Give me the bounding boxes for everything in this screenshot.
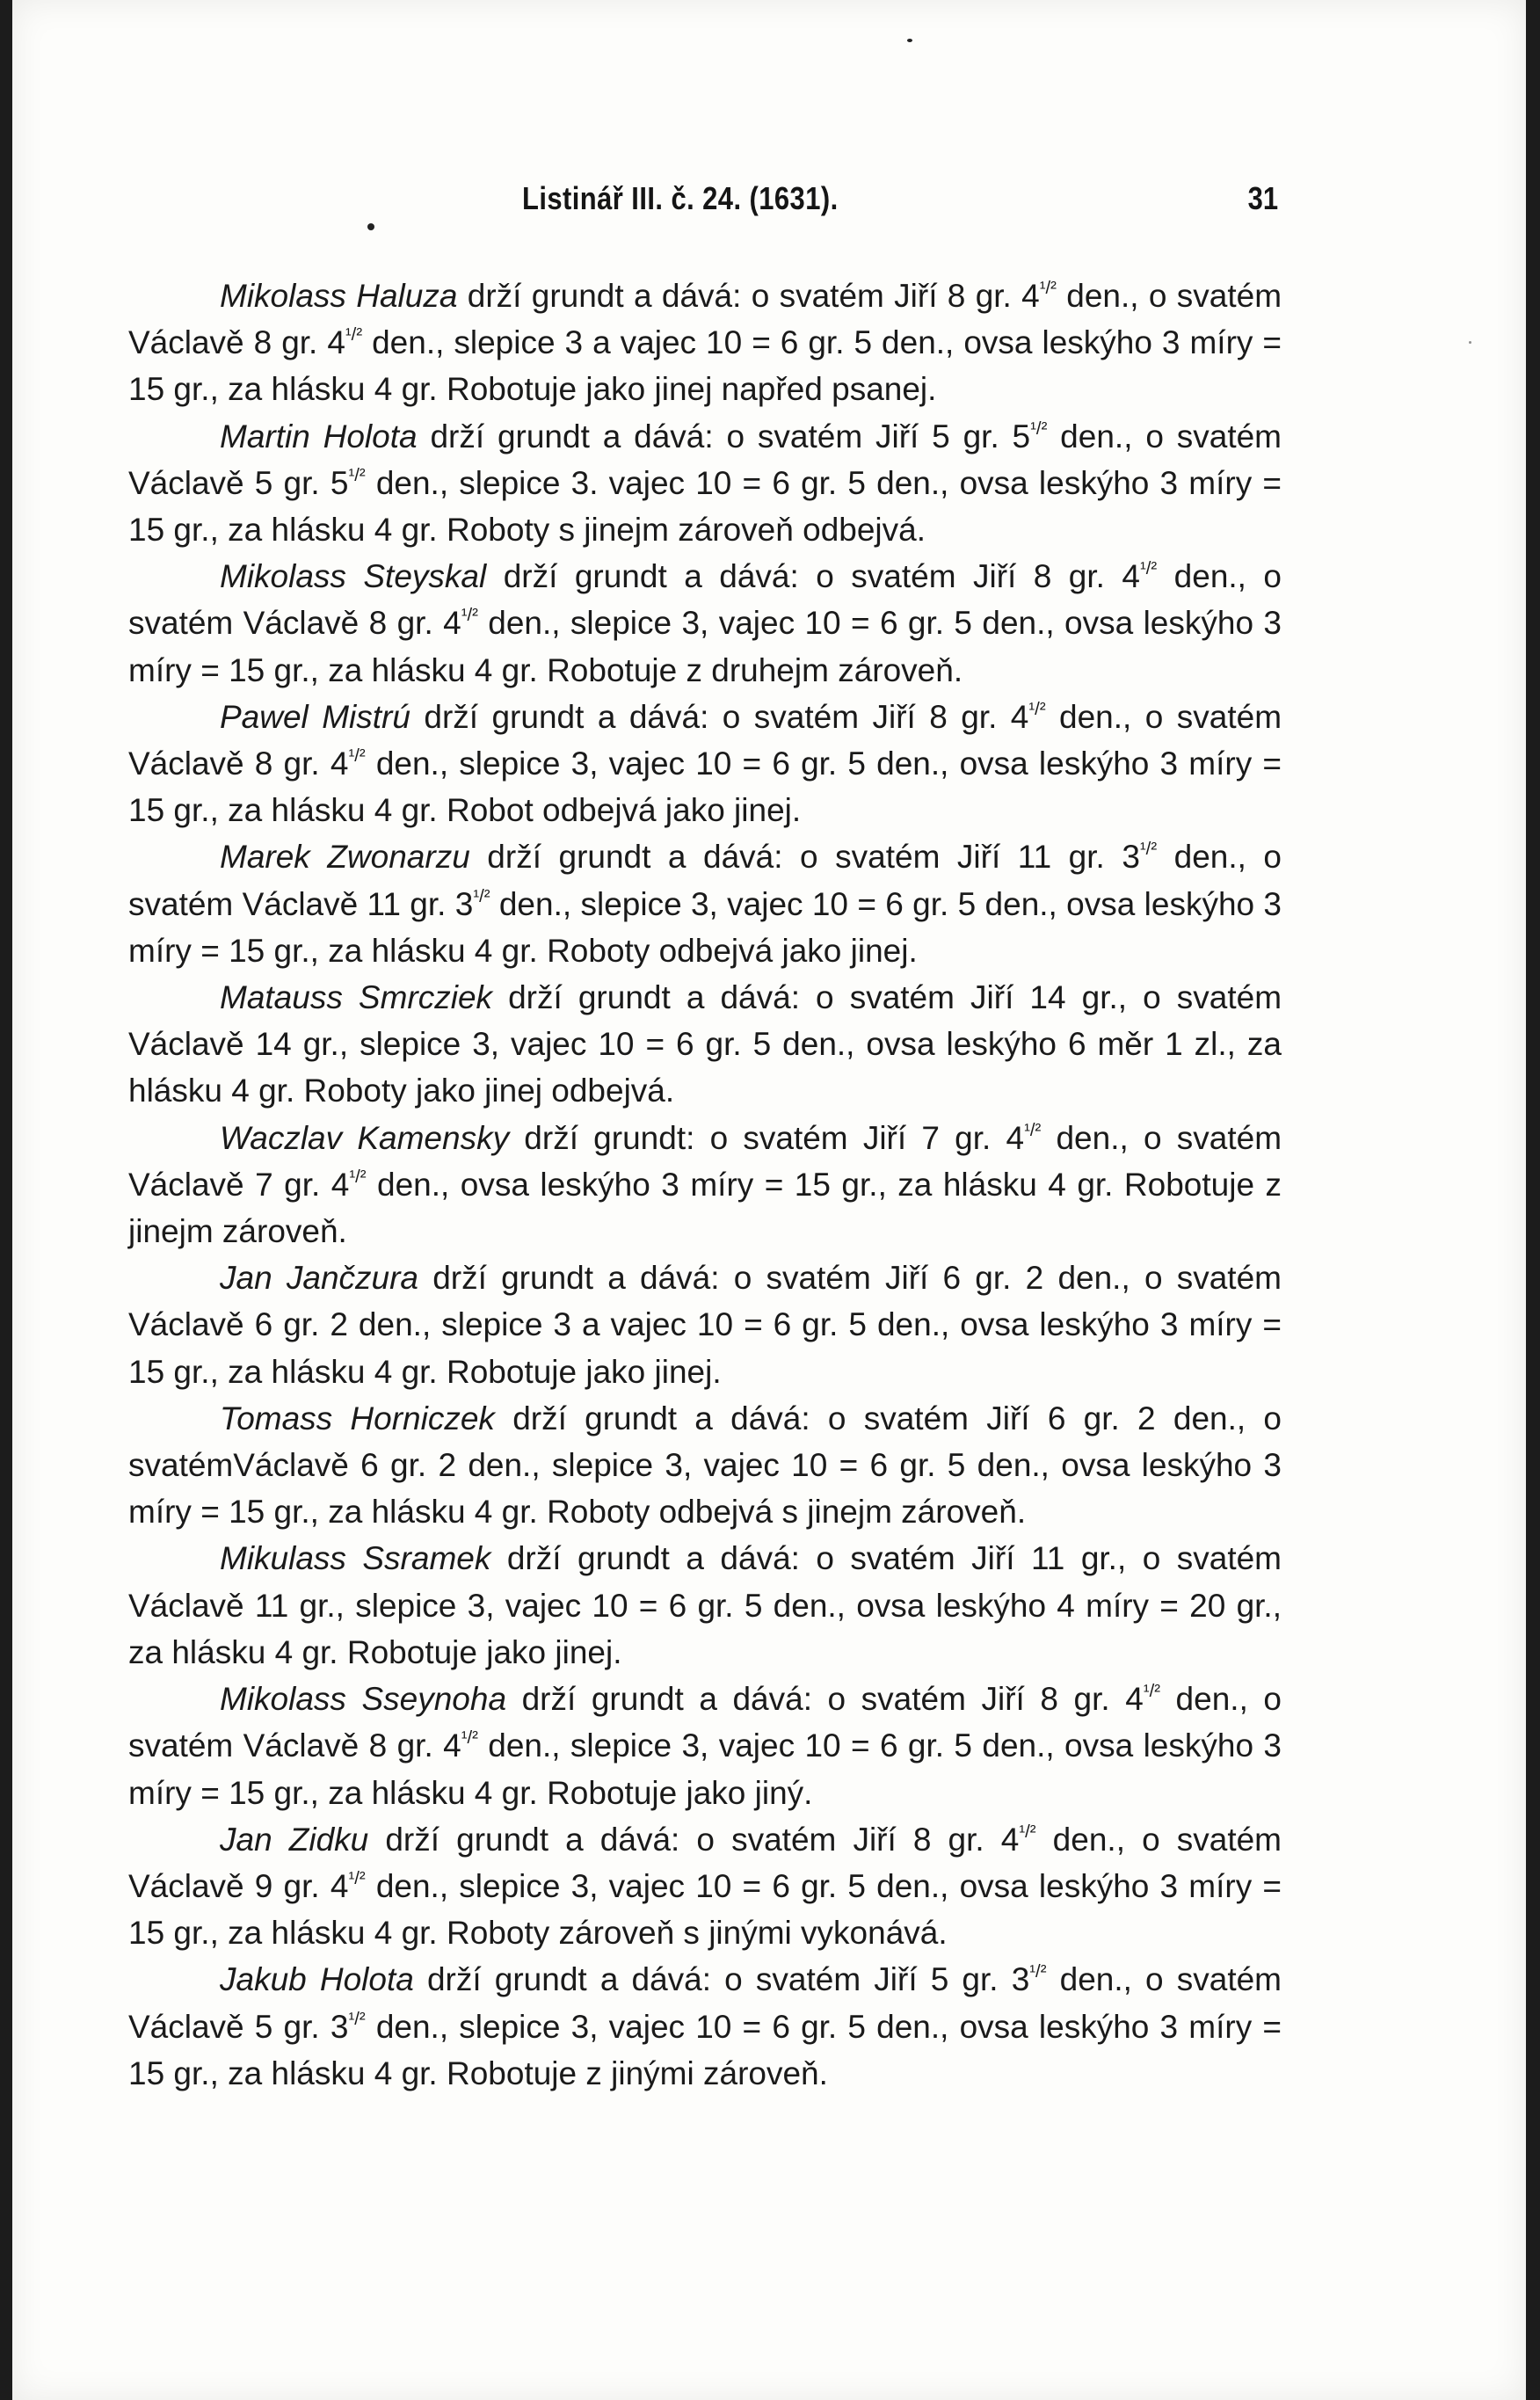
half-fraction: ¹/² [348,745,366,766]
person-name: Matauss Smrcziek [220,979,493,1016]
person-name: Martin Holota [220,418,418,455]
entry [128,273,1282,413]
running-title: Listinář III. č. 24. (1631). [522,180,839,216]
entry [128,694,1282,834]
person-name: Jakub Holota [220,1961,414,1998]
person-name: Pawel Mistrú [220,698,410,735]
entry [128,1676,1282,1816]
person-name: Jan Zidku [220,1821,369,1858]
entry-text: drží grundt a dává: o svatém Jiří 11 gr., o svatém Václavě 11 gr., slepice 3, vajec 10 = 6 gr. 5 den., ovsa leskýho 4 míry = 20 gr., za hlásku 4 gr. Robotuje jako jinej. [128,1540,1282,1670]
half-fraction: ¹/² [461,1728,478,1749]
half-fraction: ¹/² [473,886,490,906]
scan-speck [907,39,912,42]
half-fraction: ¹/² [348,2009,366,2029]
half-fraction: ¹/² [1039,278,1057,298]
entry-text: drží grundt a dává: o svatém Jiří 8 gr. $4^{^1/^2}$ den., o svatém Václavě 8 gr. $4^{^1/^2}$ den., slepice 3, vajec 10 = 6 gr. 5 den., ovsa leskýho 3 míry = 15 gr., za hlásku 4 gr. Robotuje z druhejm zároveň. [128,558,1282,688]
entry-text: drží grundt a dává: o svatém Jiří 8 gr. $4^{^1/^2}$ den., o svatém Václavě 9 gr. $4^{^1/^2}$ den., slepice 3, vajec 10 = 6 gr. 5 den., ovsa leskýho 3 míry = 15 gr., za hlásku 4 gr. Roboty zároveň s jinými vykonává. [128,1821,1282,1952]
person-name: Mikolass Haluza [220,278,458,314]
person-name: Marek Zwonarzu [220,839,470,876]
scan-speck [367,223,374,230]
person-name: Mikulass Ssramek [220,1540,491,1577]
half-fraction: ¹/² [348,465,366,485]
entry-text: drží grundt a dává: o svatém Jiří 8 gr. $4^{^1/^2}$ den., o svatém Václavě 8 gr. $4^{^1/^2}$ den., slepice 3, vajec 10 = 6 gr. 5 den., ovsa leskýho 3 míry = 15 gr., za hlásku 4 gr. Robot odbejvá jako jinej. [128,698,1282,829]
person-name: Mikolass Sseynoha [220,1681,507,1718]
entry [128,413,1282,554]
entry-text: drží grundt a dává: o svatém Jiří 5 gr. $3^{^1/^2}$ den., o svatém Václavě 5 gr. $3^{^1/^2}$ den., slepice 3, vajec 10 = 6 gr. 5 den., ovsa leskýho 3 míry = 15 gr., za hlásku 4 gr. Robotuje z jinými zároveň. [128,1961,1282,2091]
scan-speck [1469,341,1471,344]
entry [128,553,1282,694]
entry [128,1255,1282,1395]
person-name: Tomass Horniczek [220,1400,495,1436]
entry [128,1535,1282,1676]
half-fraction: ¹/² [461,606,478,626]
entry [128,974,1282,1115]
half-fraction: ¹/² [1140,558,1158,578]
half-fraction: ¹/² [349,1167,367,1187]
entry-text: drží grundt a dává: o svatém Jiří 11 gr. $3^{^1/^2}$ den., o svatém Václavě 11 gr. $3^{^1/^2}$ den., slepice 3, vajec 10 = 6 gr. 5 den., ovsa leskýho 3 míry = 15 gr., za hlásku 4 gr. Roboty odbejvá jako jinej. [128,839,1282,969]
page-header [522,180,1278,233]
half-fraction: ¹/² [348,1868,366,1888]
entry-text: drží grundt a dává: o svatém Jiří 6 gr. 2 den., o svatémVáclavě 6 gr. 2 den., slepice 3, vajec 10 = 6 gr. 5 den., ovsa leskýho 3 míry = 15 gr., za hlásku 4 gr. Roboty odbejvá s jinejm zároveň. [128,1400,1282,1531]
entry-text: drží grundt a dává: o svatém Jiří 6 gr. 2 den., o svatém Václavě 6 gr. 2 den., slepice 3 a vajec 10 = 6 gr. 5 den., ovsa leskýho 3 míry = 15 gr., za hlásku 4 gr. Robotuje jako jinej. [128,1260,1282,1390]
half-fraction: ¹/² [1029,1962,1047,1982]
half-fraction: ¹/² [345,324,363,345]
person-name: Jan Jančzura [220,1260,418,1297]
half-fraction: ¹/² [1019,1822,1036,1842]
entry-text: drží grundt a dává: o svatém Jiří 8 gr. $4^{^1/^2}$ den., o svatém Václavě 8 gr. $4^{^1/^2}$ den., slepice 3, vajec 10 = 6 gr. 5 den., ovsa leskýho 3 míry = 15 gr., za hlásku 4 gr. Robotuje jako jiný. [128,1681,1282,1811]
person-name: Mikolass Steyskal [220,558,487,595]
scanned-page [12,0,1526,2400]
entry [128,1395,1282,1536]
entry [128,833,1282,974]
half-fraction: ¹/² [1024,1120,1042,1140]
entry [128,1816,1282,1957]
entry-text: drží grundt a dává: o svatém Jiří 14 gr., o svatém Václavě 14 gr., slepice 3, vajec 10 = 6 gr. 5 den., ovsa leskýho 6 měr 1 zl., za hlásku 4 gr. Roboty jako jinej odbejvá. [128,979,1282,1109]
half-fraction: ¹/² [1028,699,1046,719]
entry-text: drží grundt: o svatém Jiří 7 gr. $4^{^1/^2}$ den., o svatém Václavě 7 gr. $4^{^1/^2}$ den., ovsa leskýho 3 míry = 15 gr., za hlásku 4 gr. Robotuje z jinejm zároveň. [128,1119,1282,1250]
entry-text: drží grundt a dává: o svatém Jiří 8 gr. $4^{^1/^2}$ den., o svatém Václavě 8 gr. $4^{^1/^2}$ den., slepice 3 a vajec 10 = 6 gr. 5 den., ovsa leskýho 3 míry = 15 gr., za hlásku 4 gr. Robotuje jako jinej napřed psanej. [128,278,1282,408]
half-fraction: ¹/² [1030,418,1048,439]
entry [128,1956,1282,2097]
entry [128,1115,1282,1255]
document-body [128,273,1282,2097]
entry-text: drží grundt a dává: o svatém Jiří 5 gr. $5^{^1/^2}$ den., o svatém Václavě 5 gr. $5^{^1/^2}$ den., slepice 3. vajec 10 = 6 gr. 5 den., ovsa leskýho 3 míry = 15 gr., za hlásku 4 gr. Roboty s jinejm zároveň odbejvá. [128,418,1282,549]
page-number: 31 [1247,180,1278,216]
half-fraction: ¹/² [1139,840,1158,860]
half-fraction: ¹/² [1143,1681,1160,1701]
person-name: Waczlav Kamensky [220,1119,510,1156]
